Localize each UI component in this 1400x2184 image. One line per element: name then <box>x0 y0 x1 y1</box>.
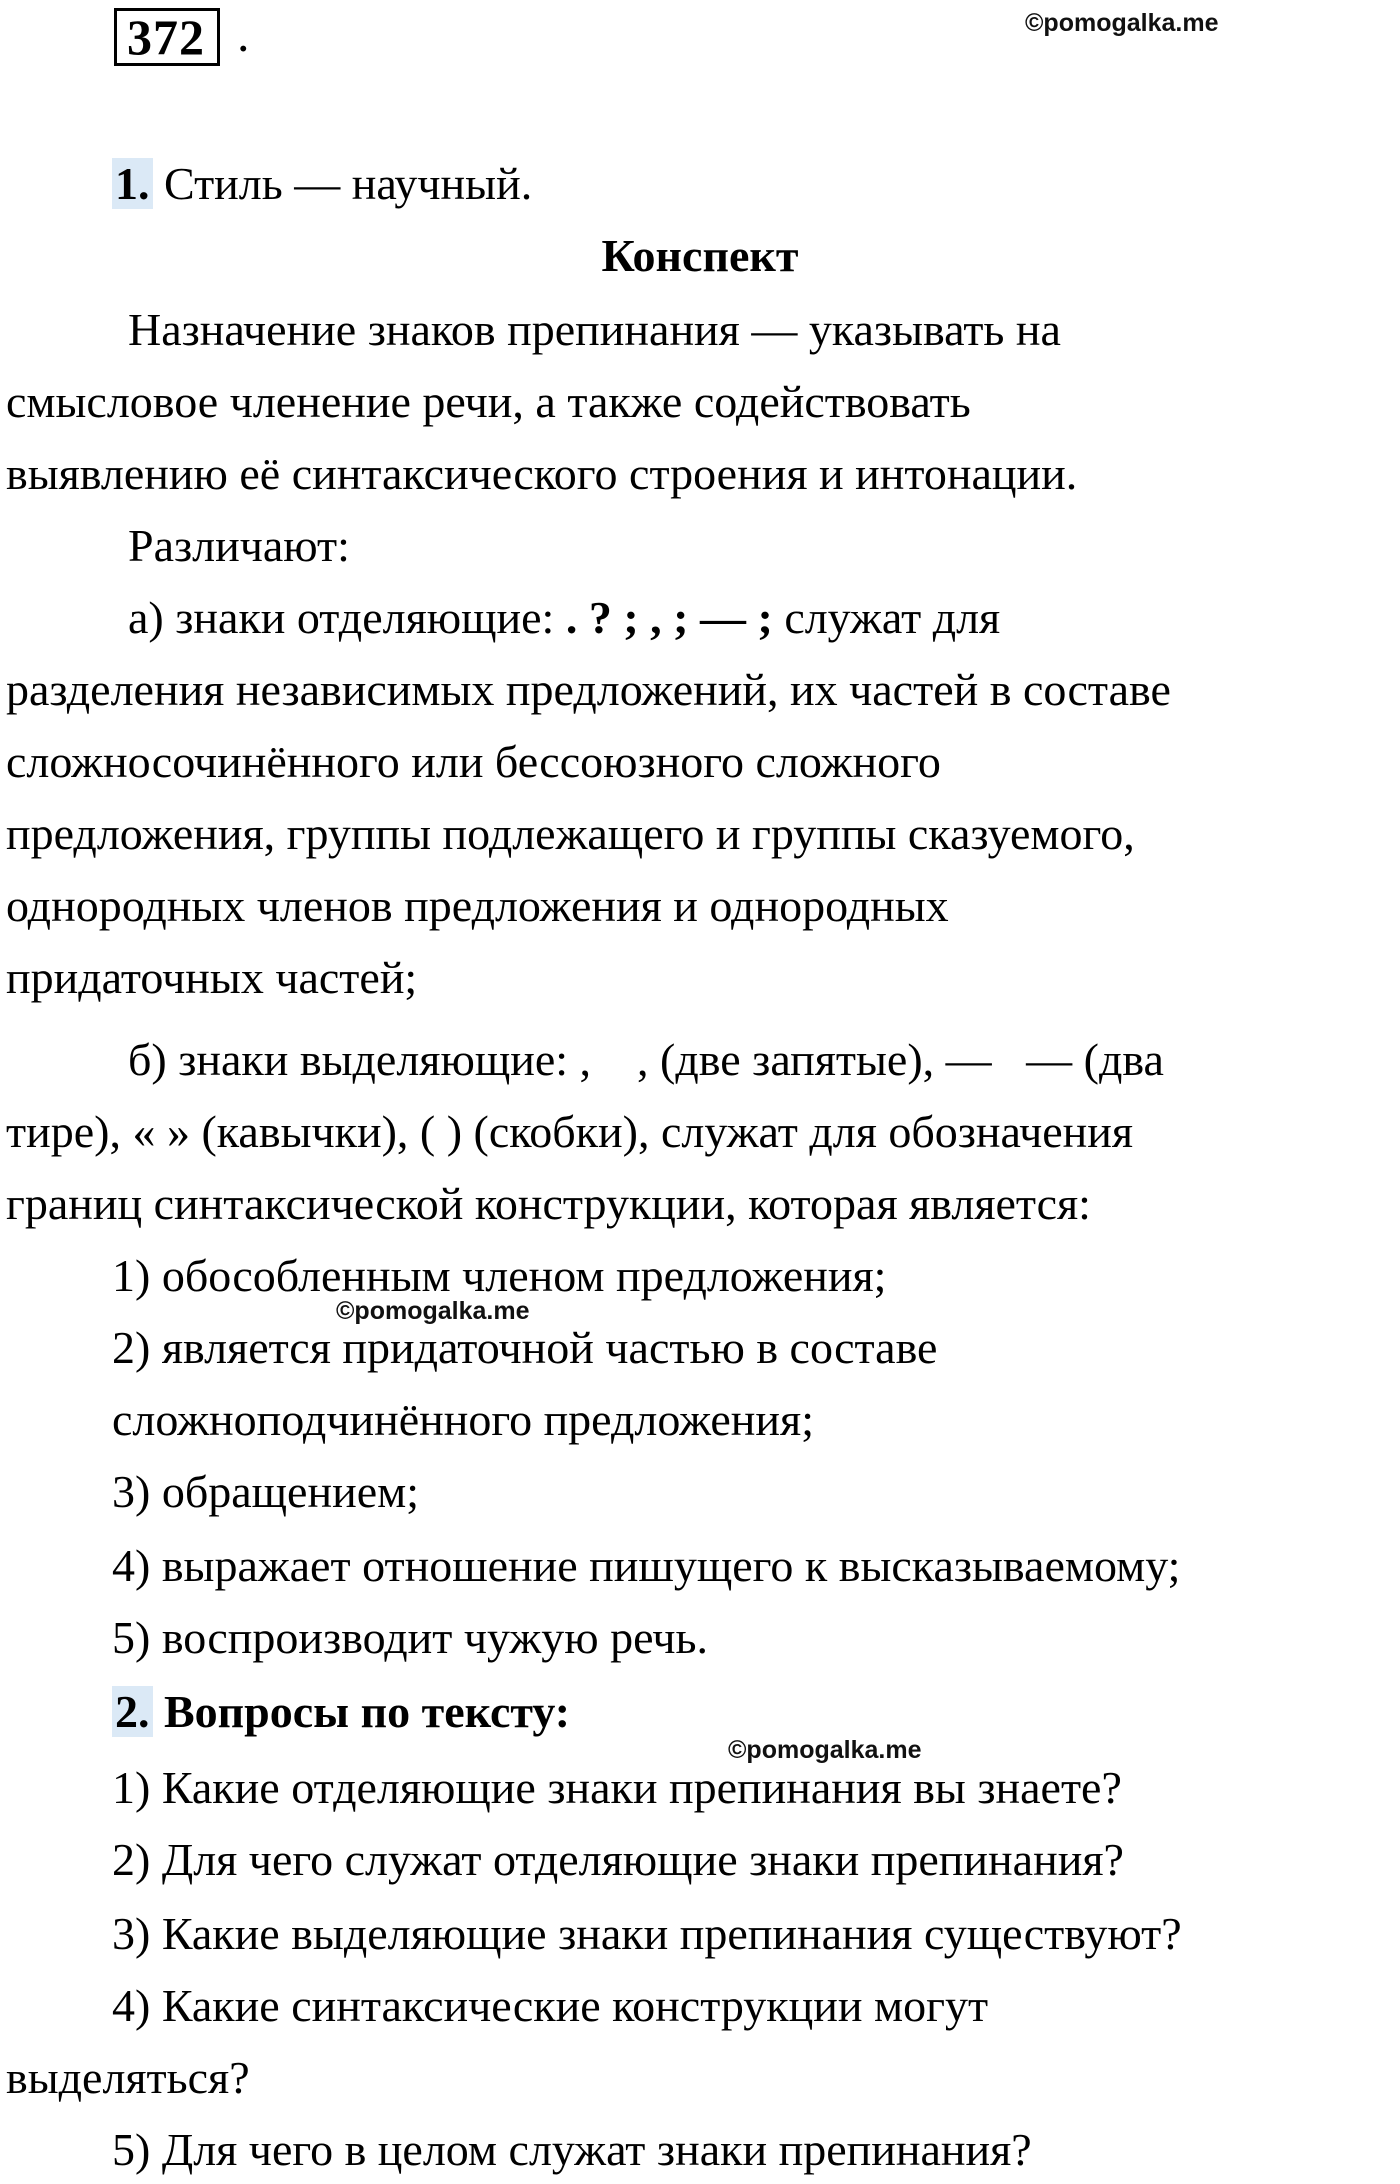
sublist-item-2-continuation: сложноподчинённого предложения; <box>112 1394 814 1445</box>
item-a-marks: . ? ; , ; — ; <box>565 592 773 643</box>
task-number: 372 <box>127 9 205 65</box>
sublist-item-5: 5) воспроизводит чужую речь. <box>112 1612 708 1663</box>
item-a-suffix: служат для <box>772 592 1001 643</box>
item-a-line-5: однородных членов предложения и однородных <box>6 880 949 931</box>
sublist-item-2: 2) является придаточной частью в составе <box>112 1322 938 1373</box>
style-text: Стиль — научный. <box>164 158 533 209</box>
item-a-first-line <box>128 590 1000 646</box>
paragraph-line-3: выявлению её синтаксического строения и интонации. <box>6 448 1078 499</box>
task-number-dot: . <box>237 6 250 62</box>
sublist-item-4: 4) выражает отношение пишущего к высказываемому; <box>112 1540 1181 1591</box>
item-b-line-2: тире), « » (кавычки), ( ) (скобки), служат для обозначения <box>6 1106 1134 1157</box>
summary-title: Конспект <box>601 230 799 281</box>
item-a-line-3: сложносочинённого или бессоюзного сложного <box>6 736 941 787</box>
task-number-box <box>114 8 220 66</box>
watermark-middle: ©pomogalka.me <box>336 1297 530 1325</box>
question-5: 5) Для чего в целом служат знаки препинания? <box>112 2124 1032 2175</box>
part2-heading: Вопросы по тексту: <box>164 1686 571 1737</box>
item-b-line-1: б) знаки выделяющие: , , (две запятые), — — (два <box>128 1034 1164 1085</box>
item-a-line-4: предложения, группы подлежащего и группы сказуемого, <box>6 808 1135 859</box>
question-4-continuation: выделяться? <box>6 2052 250 2103</box>
item-a-line-2: разделения независимых предложений, их частей в составе <box>6 664 1171 715</box>
part1-style-line <box>112 156 532 212</box>
question-2: 2) Для чего служат отделяющие знаки препинания? <box>112 1834 1124 1885</box>
watermark-top: ©pomogalka.me <box>1025 9 1219 37</box>
paragraph-line-1: Назначение знаков препинания — указывать на <box>128 304 1061 355</box>
watermark-lower: ©pomogalka.me <box>728 1736 922 1764</box>
question-3: 3) Какие выделяющие знаки препинания существуют? <box>112 1908 1182 1959</box>
part2-heading-line <box>112 1684 570 1740</box>
item-a-line-6: придаточных частей; <box>6 952 418 1003</box>
item-b-line-3: границ синтаксической конструкции, которая является: <box>6 1178 1091 1229</box>
distinguish-line: Различают: <box>128 520 350 571</box>
part2-marker: 2. <box>112 1686 153 1737</box>
sublist-item-3: 3) обращением; <box>112 1466 420 1517</box>
paragraph-line-2: смысловое членение речи, а также содействовать <box>6 376 971 427</box>
question-1: 1) Какие отделяющие знаки препинания вы знаете? <box>112 1762 1122 1813</box>
part1-marker: 1. <box>112 158 153 209</box>
question-4: 4) Какие синтаксические конструкции могут <box>112 1980 989 2031</box>
sublist-item-1: 1) обособленным членом предложения; <box>112 1250 887 1301</box>
item-a-prefix: а) знаки отделяющие: <box>128 592 566 643</box>
